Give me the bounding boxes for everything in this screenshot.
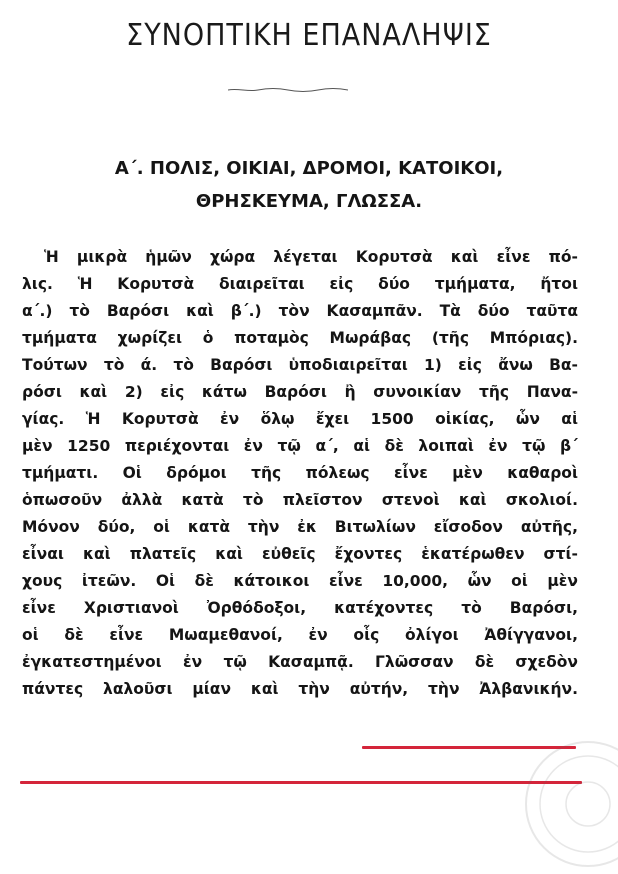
text-line: Ἡ μικρὰ ἡμῶν χώρα λέγεται Κορυτσὰ καὶ εἶνε πό-	[44, 248, 578, 266]
text-line: εἶνε Χριστιανοὶ Ὀρθόδοξοι, κατέχοντες τὸ Βαρόσι,	[22, 599, 578, 617]
text-line: τμήματι. Οἱ δρόμοι τῆς πόλεως εἶνε μὲν καθαροὶ	[22, 464, 578, 482]
text-line: ρόσι καὶ 2) εἰς κάτω Βαρόσι ἢ συνοικίαν τῆς Πανα-	[22, 383, 578, 401]
decorative-rule-icon	[228, 88, 348, 92]
highlight-underline-2	[20, 781, 582, 784]
text-line: Μόνον δύο, οἱ κατὰ τὴν ἐκ Βιτωλίων εἴσοδον αὐτῆς,	[22, 518, 578, 536]
page-title: ΣΥΝΟΠΤΙΚΗ ΕΠΑΝΑΛΗΨΙΣ	[126, 18, 492, 53]
text-line: ὁπωσοῦν ἀλλὰ κατὰ τὸ πλεῖστον στενοὶ καὶ σκολιοί.	[22, 491, 578, 509]
text-line: ἐγκατεστημένοι ἐν τῷ Κασαμπᾷ. Γλῶσσαν δὲ σχεδὸν	[22, 653, 578, 671]
text-line: εἶναι καὶ πλατεῖς καὶ εὐθεῖς ἔχοντες ἑκατέρωθεν στί-	[22, 545, 578, 563]
text-line: τμήματα χωρίζει ὁ ποταμὸς Μωράβας (τῆς Μπόριας).	[22, 329, 578, 347]
text-line: οἱ δὲ εἶνε Μωαμεθανοί, ἐν οἷς ὀλίγοι Ἀθίγγανοι,	[22, 626, 578, 644]
text-line: πάντες λαλοῦσι μίαν καὶ τὴν αὐτήν, τὴν Ἀλβανικήν.	[22, 680, 578, 698]
text-line: Τούτων τὸ ά. τὸ Βαρόσι ὑποδιαιρεῖται 1) εἰς ἄνω Βα-	[22, 356, 578, 374]
section-heading	[0, 152, 618, 218]
section-heading-line-1: Α΄. ΠΟΛΙΣ, ΟΙΚΙΑΙ, ΔΡΟΜΟΙ, ΚΑΤΟΙΚΟΙ,	[114, 158, 504, 179]
text-line: μὲν 1250 περιέχονται ἐν τῷ α΄, αἱ δὲ λοιπαὶ ἐν τῷ β΄	[22, 437, 578, 455]
section-heading-line-2: ΘΡΗΣΚΕΥΜΑ, ΓΛΩΣΣΑ.	[195, 191, 423, 212]
text-line: λις. Ἡ Κορυτσὰ διαιρεῖται εἰς δύο τμήματα, ἤτοι	[22, 275, 578, 293]
library-stamp-icon	[518, 734, 618, 874]
body-paragraph	[22, 244, 578, 703]
text-line: α΄.) τὸ Βαρόσι καὶ β΄.) τὸν Κασαμπᾶν. Τὰ δύο ταῦτα	[22, 302, 578, 320]
text-line: γίας. Ἡ Κορυτσὰ ἐν ὅλῳ ἔχει 1500 οἰκίας, ὧν αἱ	[22, 410, 578, 428]
text-line: χους ἰτεῶν. Οἱ δὲ κάτοικοι εἶνε 10,000, ὧν οἱ μὲν	[22, 572, 578, 590]
